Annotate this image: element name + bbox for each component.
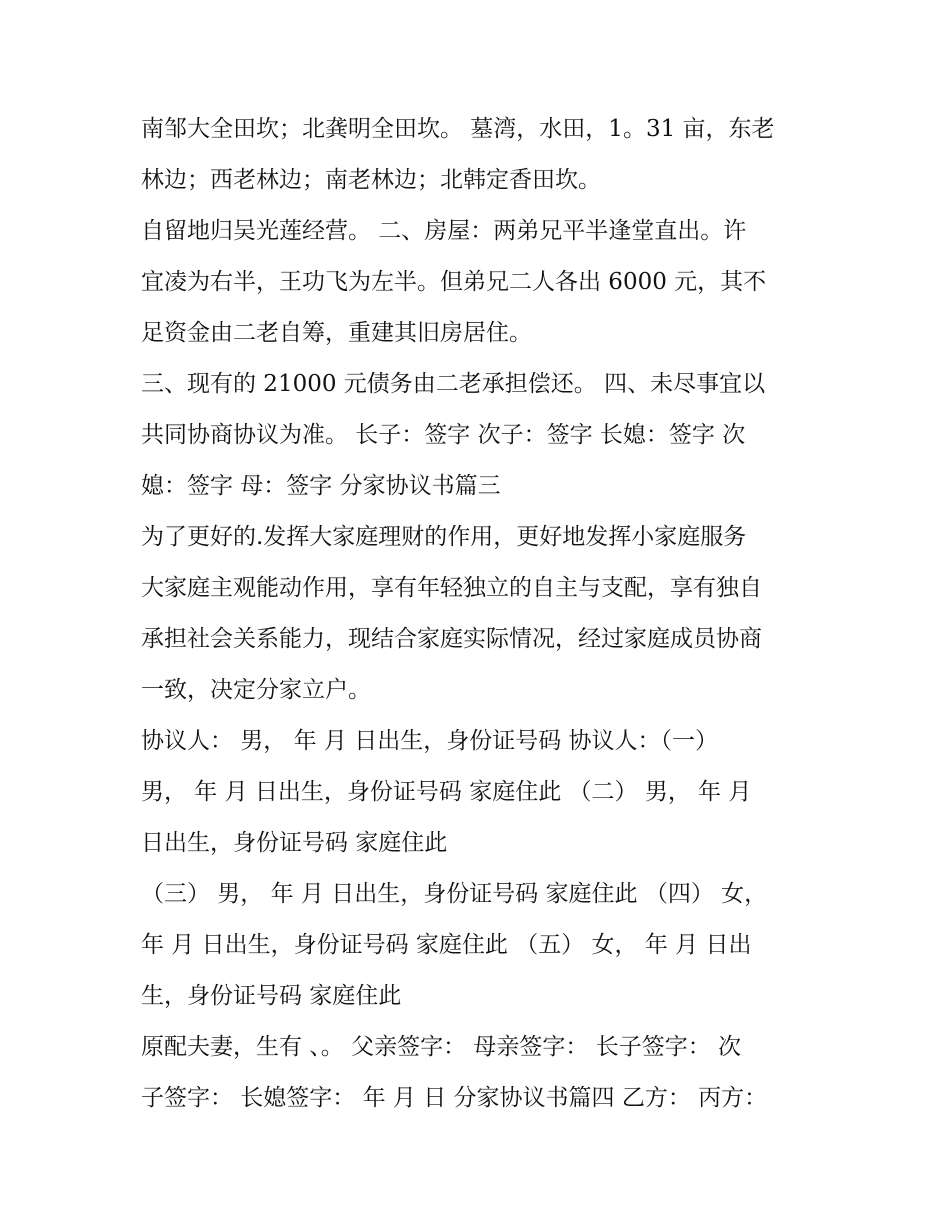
text-line: 共同协商协议为准。 长子：签字 次子：签字 长媳：签字 次 [141,422,746,448]
text-line: 承担社会关系能力，现结合家庭实际情况，经过家庭成员协商 [141,626,762,652]
text-line: 子签字： 长媳签字： 年 月 日 分家协议书篇四 乙方： 丙方： [141,1085,768,1111]
text-line: 为了更好的.发挥大家庭理财的作用，更好地发挥小家庭服务 [141,524,747,550]
text-line: 日出生，身份证号码 家庭住此 [141,830,448,856]
text-line: 宜凌为右半，王功飞为左半。但弟兄二人各出 6000 元，其不 [141,269,767,295]
text-line: 三、现有的 21000 元债务由二老承担偿还。 四、未尽事宜以 [141,371,766,397]
text-line: 自留地归吴光莲经营。 二、房屋：两弟兄平半逢堂直出。许 [141,218,747,244]
text-line: 年 月 日出生，身份证号码 家庭住此 （五） 女， 年 月 日出 [141,932,752,958]
text-line: 生，身份证号码 家庭住此 [141,983,402,1009]
text-line: 媳：签字 母：签字 分家协议书篇三 [141,473,501,499]
text-line: 男， 年 月 日出生，身份证号码 家庭住此 （二） 男， 年 月 [141,779,752,805]
document-body [141,104,821,1124]
text-line: 南邹大全田坎；北龚明全田坎。 墓湾，水田，1。31 亩，东老 [141,116,775,142]
text-line: （三） 男， 年 月 日出生，身份证号码 家庭住此 （四） 女， [141,881,768,907]
text-line: 协议人： 男， 年 月 日出生，身份证号码 协议人：（一） [141,728,719,754]
text-line: 一致，决定分家立户。 [141,677,371,703]
text-line: 足资金由二老自筹，重建其旧房居住。 [141,320,532,346]
text-line: 林边；西老林边；南老林边；北韩定香田坎。 [141,167,601,193]
text-line: 原配夫妻，生有 、。 父亲签字： 母亲签字： 长子签字： 次 [141,1034,742,1060]
text-line: 大家庭主观能动作用，享有年轻独立的自主与支配，享有独自 [141,575,762,601]
